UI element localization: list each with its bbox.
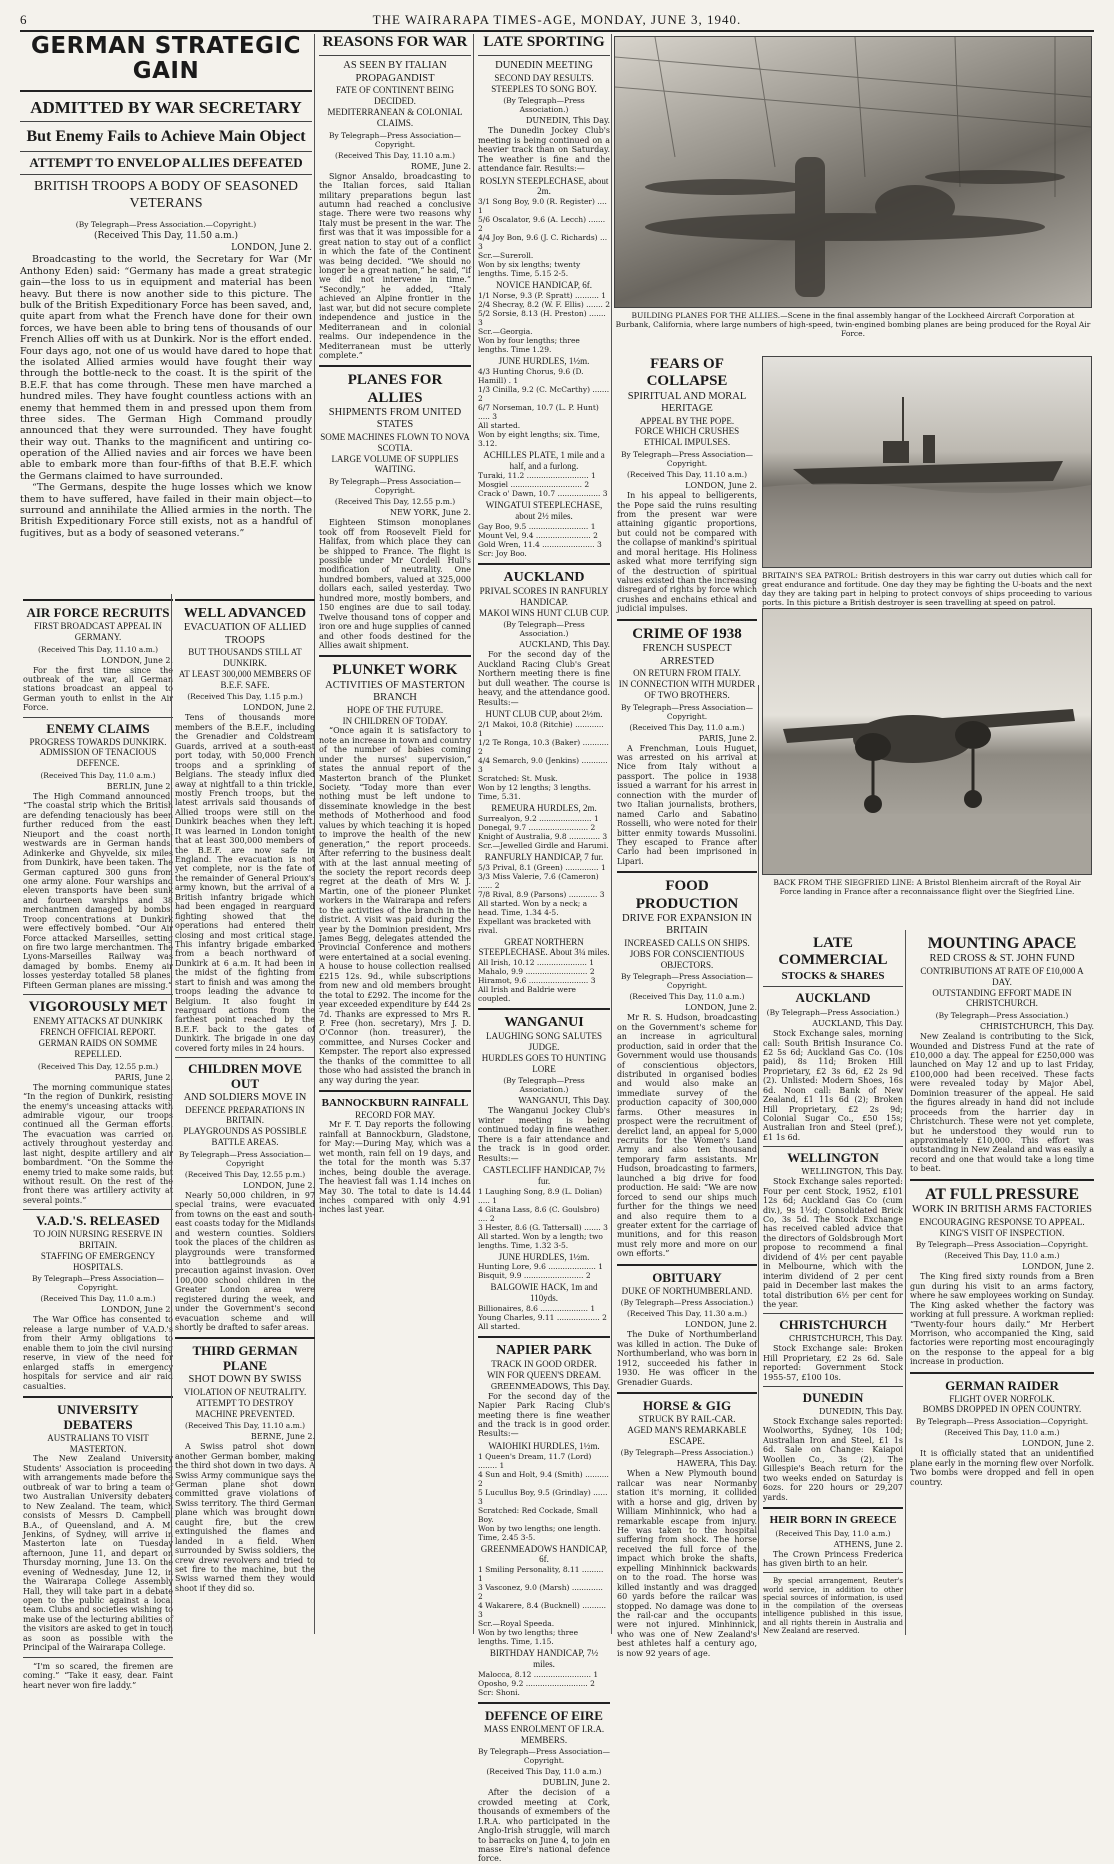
page-number: 6 [20, 12, 27, 27]
comm-auckland-body: Stock Exchange sales, morning call: South British Insurance Co. £2 5s 6d; Auckland Gas Co. (10s paid), 8s 11d; Broken Hill Proprietary, £2 3s 6d, £2 2s 9d (2). Unlisted: Modern Shoes, 16s 6d. Noon call: Bank of New Zealand, £1 11s 6d (2); Broken Hill Proprietary, £2 2s 9d; Colonial Sugar Co., £50 15s; Australian Iron and Steel (pref.), £1 1s 6d. [763, 1029, 903, 1142]
race-result-line: 2/1 Makoi, 10.8 (Ritchie) ............ 1 [478, 719, 604, 738]
eire-dateline: DUBLIN, June 2. [542, 1778, 610, 1788]
air-dateline: LONDON, June 2. [101, 655, 173, 665]
horse-sub: STRUCK BY RAIL-CAR. [638, 1414, 736, 1425]
sporting-body: The Dunedin Jockey Club's meeting is being continued on a heavier track than on Saturday. The weather is fine and the attendance fair. Results:— [478, 126, 610, 174]
wanganui-results [478, 1165, 610, 1331]
children-body: Nearly 50,000 children, in 97 special trains, were evacuated from towns on the east and south-east coasts today for the Midlands and western counties. Soldiers took the places of the children as playgrounds were transformed into battlegrounds as a precaution against invasion. Over 100,000 school children in the Greater London area were registered during the week, and under the Government's second evacuation scheme and will shortly be drafted to safer areas. [175, 1190, 315, 1332]
dunedin-results [478, 176, 610, 558]
wella-sub-2: BUT THOUSANDS STILL AT DUNKIRK. [188, 647, 302, 669]
race-result-line: 4 Sun and Holt, 9.4 (Smith) .......... 2 [478, 1469, 609, 1488]
raider-dateline: LONDON, June 2. [1022, 1439, 1094, 1449]
lead-headline: GERMAN STRATEGIC GAIN [31, 33, 301, 85]
race-name: GREAT NORTHERN STEEPLECHASE. About 3¼ miles. [478, 936, 610, 958]
race-result-line: 2/4 Shecray, 8.2 (W. F. Ellis) ....... 2 [478, 300, 611, 310]
third-dateline: BERNE, June 2. [250, 1432, 315, 1442]
plunket-sub-2: HOPE OF THE FUTURE. [346, 704, 444, 715]
column-2 [172, 594, 318, 1634]
masthead [20, 12, 1094, 32]
raider-sub-2: BOMBS DROPPED IN OPEN COUNTRY. [922, 1404, 1082, 1415]
comm-wellington-title: WELLINGTON [787, 1150, 879, 1166]
plunket-body: “Once again it is satisfactory to note an increase in town and country of the number of babies coming under the nurses' supervision,” states the annual report of the Masterton branch of the Plunket Society. “Today more than ever nothing must be left undone to disseminate knowledge in the best methods of Motherhood and food values by which teaching it is hoped to improve the health of the new generation,” the report proceeds. After referring to the business dealt with at the last annual meeting of the society the report records deep regret at the death of Mrs W. J. Martin, one of the pioneer Plunket workers in the Wairarapa and refers to the activities of the branch in the district. A visit was paid during the year by the Dominion president, Mrs James Begg, delegates attended the Provincial Conference and mothers were entertained at a social evening. A house to house collection realised £215 12s. 9d., while subscriptions from new and old members brought the total to £292. The income for the year exceeded expenditure by £44 2s 7d. Thanks are expressed to Mrs R. P. Free (hon. secretary), Mrs J. D. O'Connor (hon. treasurer), the committee, and Nurses Cocker and Kempster. The report also expressed the thanks of the committee to all those who had assisted the branch in any way during the year. [319, 726, 471, 1085]
comm-dunedin-dateline: DUNEDIN, This Day. [818, 1407, 903, 1417]
lead-body: Broadcasting to the world, the Secretary for War (Mr Anthony Eden) said: “Germany has made a great strategic gain—the loss to us in equipment and material has been heavy. But there is now another side to this picture. The bulk of the British Expeditionary Force has been saved, and, quite apart from what the French have done for their own forces, we have been able to bring tens of thousands of our French Allies off with us at Dunkirk. Nor is the effort ended. Four days ago, not one of us would have dared to hope that the isolated Allied armies would have fought their way through the bottle-neck to the coast. It is the spirit of the B.E.F. that has come through. These men have marched a hundred miles. They have fought countless actions with an enemy that hemmed them in and pressed upon them from three sides. The German High Command proudly announced that they were surrounded. They have fought their way out. Thanks to the magnificent and untiring co-operation of the Allied navies and air forces we have been able to embark more than four-fifths of that B.E.F. which the Germans claimed to have surrounded. [20, 254, 312, 482]
eire-headline: DEFENCE OF EIRE [485, 1707, 603, 1723]
crime-received: (Received This Day, 11.0 a.m.) [629, 722, 745, 732]
race-name: ACHILLES PLATE, 1 mile and a half, and a furlong. [483, 449, 605, 471]
lead-deck-2: But Enemy Fails to Achieve Main Object [26, 128, 306, 146]
univ-body: The New Zealand University Students' Association is proceeding with arrangements made before the outbreak of war to bring a team of two Australian University debaters to New Zealand. The team, which consists of Messrs D. Campbell, B.A., of Queensland, and A. M. Jenkins, of Sydney, will arrive in Masterton late on Tuesday afternoon, June 11, and depart on Thursday morning, June 13. On the evening of Wednesday, June 12, in the Wairarapa College Assembly Hall, they will take part in a debate open to the public against a local team. Clubs and societies wishing to make use of the lecturing abilities of the visitors are asked to get in touch as soon as possible with the Principal of the Wairarapa College. [23, 1454, 173, 1653]
vad-sub-2: STAFFING OF EMERGENCY HOSPITALS. [40, 1250, 156, 1272]
horse-dateline: HAWERA, This Day. [676, 1459, 757, 1469]
air-received: (Received This Day, 11.10 a.m.) [38, 644, 158, 654]
apace-body: New Zealand is contributing to the Sick, Wounded and Distress Fund at the rate of £10,000 a day. The appeal for £250,000 was launched on May 12 and up to last Friday, £100,000 had been received. These facts were revealed today by Major Abel, Dominion treasurer of the appeal. He said the figures already in hand did not include proceeds from the harrier day in Christchurch. These were not yet complete, but he understood they would run to approximately £10,000. This effort was outstanding in New Zealand and was easily a record and one that would take a long time to beat. [910, 1032, 1094, 1174]
enemy-dateline: BERLIN, June 2. [106, 782, 173, 792]
race-name: BALGOWIE HACK, 1m and 110yds. [490, 1282, 598, 1304]
race-result-line: Turaki, 11.2 .......................... 1 [478, 471, 596, 481]
wella-received: (Received This Day, 1.15 p.m.) [187, 692, 303, 702]
race-result-line: Donegal, 9.7 ......................... 2 [478, 822, 596, 832]
column-4 [475, 34, 613, 1864]
destroyer-photo-caption: BRITAIN'S SEA PATROL: British destroyers in this war carry out duties which call for great endurance and fortitude. One day they may be fighting the U-boats and the next day they are taking part in helping to protect convoys of ships proceeding to various ports. In this picture a British destroyer is seen travelling at speed on patrol. [762, 571, 1092, 607]
race-name: WAIOHIKI HURDLES, 1½m. [488, 1440, 600, 1451]
eire-received: (Received This Day, 11.0 a.m.) [486, 1767, 602, 1777]
vig-body: The morning communique states: “In the region of Dunkirk, resisting the enemy's unceasing attacks with admirable vigour, our troops continued all the German efforts. The evacuation was carried on actively throughout yesterday and last night, despite artillery and air bombardment. “On the Somme the enemy tried to make some raids, but without result. On the rest of the front there was artillery activity at several points.” [23, 1082, 173, 1205]
heir-received: (Received This Day, 11.0 a.m.) [775, 1528, 891, 1538]
wella-body: Tens of thousands more members of the B.E.F., including the Grenadier and Coldstream Guards, arrived at a south-east port today, with 50,000 French troops and a sprinkling of Belgians. The steady influx died away at nightfall to a thin trickle, mostly French troops, but the latest arrivals said thousands of Allied troops were still on the Dunkirk beaches when they left. It was learned in London tonight that at least 300,000 members of the B.E.F. are now safe in England. The evacuation is not yet complete, nor is the fate of the remainder of General Prioux's army known, but the arrival of a British infantry brigade which had been engaged in rearguard fighting showed that the operations had entered their closing and most critical stage. This infantry brigade embarked from a beach northward of Dunkirk at 6 a.m. It had been in the midst of the fighting from start to finish and was among the troops leading the advance to Belgium. It also fought in rearguard actions from the farthest point reached by the B.E.F. back to the gates of Dunkirk. The brigade in one day covered forty miles in 24 hours. [175, 713, 315, 1053]
race-result-line: Gay Boo, 9.5 ......................... 1 [478, 522, 596, 531]
race-result-line: 5 Lucullus Boy, 9.5 (Grindlay) ...... 3 [478, 1487, 608, 1506]
auckland-headline: AUCKLAND [503, 570, 585, 585]
planes-received: (Received This Day, 12.55 p.m.) [334, 497, 456, 507]
vig-received: (Received This Day, 12.55 p.m.) [37, 1061, 159, 1071]
race-result-line: All started. [478, 1321, 521, 1331]
race-result-line: Mount Vel, 9.4 ....................... 2 [478, 531, 598, 540]
race-result-line: 3 Hester, 8.6 (G. Tattersall) ....... 3 [478, 1222, 608, 1232]
blenheim-aircraft-illustration [763, 609, 1091, 874]
race-result-line: 1 Queen's Dream, 11.7 (Lord) ........ 1 [478, 1451, 592, 1470]
race-result-line: Hiramot, 9.6 ......................... 3 [478, 976, 596, 986]
race-result-line: Knight of Australia, 9.8 ............. 3 [478, 831, 608, 841]
fears-sub: SPIRITUAL AND MORAL HERITAGE [627, 390, 747, 415]
lead-deck-1: ADMITTED BY WAR SECRETARY [30, 97, 302, 117]
race-name: JUNE HURDLES, 1½m. [498, 1251, 590, 1262]
sporting-byline: (By Telegraph—Press Association.) [503, 96, 585, 115]
wella-sub-3: AT LEAST 300,000 MEMBERS OF B.E.F. SAFE. [178, 668, 312, 690]
sporting-headline: LATE SPORTING [483, 34, 605, 50]
lead-body-2: “The Germans, despite the huge losses which we know them to have suffered, have failed in their main object—to surround and annihilate the Allied armies in the north. The British Expeditionary Force still exists, not as a handful of fugitives, but as a body of seasoned veterans.” [20, 482, 312, 539]
pressure-body: The King fired sixty rounds from a Bren gun during his visit to an arms factory, where he saw employees working on Sunday. The King asked whether the factory was working at full pressure. A workman replied: “Twenty-four hours daily.” Mr Herbert Morrison, who accompanied the King, said factories were reporting most encouragingly on the response to the appeal for a big increase in production. [910, 1272, 1094, 1367]
race-result-line: 3/3 Miss Valerie, 7.6 (Cameron) ...... 2 [478, 871, 599, 890]
hangar-photo-block [614, 36, 1092, 344]
bannock-sub: RECORD FOR MAY. [355, 1109, 435, 1120]
race-result-line: All started. Won by a length; two lengths. Time, 1.32 3-5. [478, 1231, 603, 1250]
race-result-line: Scr.—Sureroll. [478, 251, 534, 261]
comm-auckland-dateline: AUCKLAND, This Day. [812, 1019, 903, 1029]
napier-results [478, 1441, 610, 1697]
heir-headline: HEIR BORN IN GREECE [769, 1513, 897, 1526]
race-result-line: Malocca, 8.12 ........................ 1 [478, 1669, 599, 1679]
hangar-photo [614, 36, 1092, 308]
race-result-line: 4/3 Hunting Chorus, 9.6 (D. Hamill) . 1 [478, 366, 584, 385]
wanganui-body: The Wanganui Jockey Club's winter meeting is being continued today in fine weather. There is a fair attendance and the track is in good order. Results:— [478, 1106, 610, 1163]
race-name: CASTLECLIFF HANDICAP, 7½ fur. [482, 1165, 605, 1186]
destroyer-photo-block [762, 356, 1092, 606]
plunket-sub: ACTIVITIES OF MASTERTON BRANCH [325, 679, 465, 704]
race-result-line: All started. Won by a neck; a head. Time, 1.34 4-5. [478, 898, 588, 917]
children-sub-2: DEFENCE PREPARATIONS IN BRITAIN. [185, 1104, 305, 1126]
race-name: NOVICE HANDICAP, 6f. [496, 280, 592, 291]
race-result-line: 1/3 Cinilla, 9.2 (C. McCarthy) ....... 2 [478, 384, 610, 403]
third-received: (Received This Day, 11.10 a.m.) [185, 1421, 305, 1431]
comm-wellington-dateline: WELLINGTON, This Day. [801, 1167, 903, 1177]
race-result-line: Scr: Shoni. [478, 1687, 520, 1697]
univ-quote: “I'm so scared, the firemen are coming.” “Take it easy, dear. Faint heart never won fire laddy.” [23, 1661, 173, 1690]
napier-headline: NAPIER PARK [496, 1342, 592, 1358]
napier-body: For the second day of the Napier Park Racing Club's meeting there is fine weather and the track is in good order. Results:— [478, 1391, 610, 1439]
apace-sub-2: CONTRIBUTIONS AT RATE OF £10,000 A DAY. [920, 965, 1084, 987]
column-1 [20, 594, 176, 1690]
lead-deck-3: ATTEMPT TO ENVELOP ALLIES DEFEATED [29, 154, 303, 170]
plunket-sub-3: IN CHILDREN OF TODAY. [342, 715, 448, 726]
food-body: Mr R. S. Hudson, broadcasting on the Government's scheme for an increase in agricultural production, said in order that the Government would use thousands of conscientious objectors, distributed in organised bodies and would also make an immediate survey of the production capacity of 300,000 farms. Other measures in prospect were the recruitment of derelict land, an appeal for 5,000 recruits for the Women's Land Army and also ten thousand temporary farm assistants. Mr Hudson, broadcasting to farmers, launched a big drive for food production. He said: “We are now forced to send our ships much further for the things we need and also require them to a greater extent for the carriage of munitions, and for this reason must rely more and more on our own efforts.” [617, 1013, 757, 1259]
race-name: WINGATUI STEEPLECHASE, about 2½ miles. [485, 500, 603, 522]
hangar-planes-illustration [615, 37, 1091, 307]
race-result-line: 1/2 Te Ronga, 10.3 (Baker) ........... 2 [478, 737, 609, 756]
obit-received: (Received This Day, 11.30 a.m.) [627, 1309, 747, 1319]
fears-sub-3: FORCE WHICH CRUSHES ETHICAL IMPULSES. [634, 426, 740, 448]
reasons-byline: By Telegraph—Press Association—Copyright. [329, 130, 461, 149]
pressure-byline: By Telegraph—Press Association—Copyright. [915, 1240, 1089, 1250]
race-result-line: 4/4 Semarch, 9.0 (Jenkins) ........... 3 [478, 755, 608, 774]
fears-sub-2: APPEAL BY THE POPE. [639, 415, 735, 426]
wanganui-sub: LAUGHING SONG SALUTES JUDGE. [486, 1031, 602, 1052]
pressure-sub-2: ENCOURAGING RESPONSE TO APPEAL. [919, 1216, 1085, 1227]
obit-headline: OBITUARY [652, 1269, 722, 1285]
commercial-sub: STOCKS & SHARES [781, 969, 885, 982]
crime-headline: CRIME OF 1938 [632, 625, 742, 642]
race-result-line: All started. [478, 420, 521, 430]
column-6 [760, 935, 906, 1635]
race-result-line: Bisquit, 9.9 ......................... 2 [478, 1271, 591, 1281]
vig-sub: ENEMY ATTACKS AT DUNKIRK [33, 1016, 163, 1027]
children-byline: By Telegraph—Press Association—Copyright [179, 1149, 311, 1168]
crime-sub-3: IN CONNECTION WITH MURDER OF TWO BROTHERS. [618, 679, 756, 700]
wanganui-dateline: WANGANUI, This Day. [518, 1096, 610, 1106]
food-headline: FOOD PRODUCTION [635, 878, 739, 912]
fears-received: (Received This Day, 11.10 a.m.) [627, 470, 747, 480]
enemy-body: The High Command announced: “The coastal strip which the British are defending tenaciously has been further reduced from the east. Nieuport and the coast north-westwards are in German hands. Adinkerke and Ghyvelde, six miles from Dunkirk, have been taken. The German captured 300 guns from one army alone. Four warships and eleven transports have been sunk and fourteen warships and 38 merchantmen damaged by bombs. Troop concentrations at Dunkirk were effectively bombed. “Our Air Force attacked Marseilles, setting on fire two large merchantmen. The Lyons-Marseilles Railway was damaged by bombs. Enemy air losses yesterday totalled 58 planes. Fifteen German planes are missing.” [23, 792, 173, 990]
race-result-line: Won by two lengths; one length. Time, 2.45 3-5. [478, 1523, 601, 1542]
race-result-line: 1/1 Norse, 9.3 (P. Spratt) .......... 1 [478, 291, 607, 301]
raider-received: (Received This Day, 11.0 a.m.) [944, 1428, 1060, 1438]
hangar-photo-caption: BUILDING PLANES FOR THE ALLIES.—Scene in the final assembly hangar of the Lockheed Aircraft Corporation at Burbank, California, where large numbers of high-speed, twin-engined bombing planes are being produced for the Royal Air Force. [615, 311, 1091, 338]
auckland-results [478, 709, 610, 1003]
race-result-line: Young Charles, 9.11 .................. 2 [478, 1312, 607, 1322]
vig-sub-2: FRENCH OFFICIAL REPORT. [40, 1027, 156, 1038]
race-name: JUNE HURDLES, 1½m. [498, 356, 590, 367]
reasons-sub-2: FATE OF CONTINENT BEING DECIDED. [336, 85, 454, 107]
comm-christchurch-title: CHRISTCHURCH [779, 1317, 887, 1333]
reasons-sub: AS SEEN BY ITALIAN PROPAGANDIST [343, 60, 447, 84]
race-result-line: Mahalo, 9.9 .......................... 2 [478, 967, 595, 977]
horse-sub-2: AGED MAN'S REMARKABLE ESCAPE. [627, 1424, 747, 1446]
pressure-sub: WORK IN BRITISH ARMS FACTORIES [912, 1204, 1092, 1216]
comm-christchurch-body: Stock Exchange sale: Broken Hill Proprietary, £2 2s 6d. Sale reported: Government Stock 1955-57, £100 10s. [763, 1344, 903, 1382]
apace-sub: RED CROSS & ST. JOHN FUND [929, 953, 1075, 965]
race-result-line: 1 Smiling Personality, 8.11 ......... 1 [478, 1565, 604, 1584]
race-name: GREENMEADOWS HANDICAP, 6f. [480, 1543, 608, 1565]
food-sub: DRIVE FOR EXPANSION IN BRITAIN [622, 912, 752, 937]
third-sub-3: ATTEMPT TO DESTROY MACHINE PREVENTED. [195, 1397, 295, 1419]
destroyer-photo [762, 356, 1092, 568]
race-result-line: Scratched: Red Cockade, Small Boy. [478, 1505, 598, 1524]
sporting-sub-2: SECOND DAY RESULTS. [494, 72, 594, 83]
race-name: RANFURLY HANDICAP, 7 fur. [484, 851, 604, 862]
food-byline: By Telegraph—Press Association—Copyright. [621, 972, 753, 991]
comm-wellington-body: Stock Exchange sales reported: Four per cent Stock, 1952, £101 12s 6d; Auckland Gas Co (cum div.), 9s 1½d; Consolidated Brick Co, 3s 5d. The Stock Exchange has received cabled advice that the directors of Goldsbrough Mort propose to recommend a final dividend of 4½ per cent payable in Melbourne, which with the interim dividend of 2 per cent paid in December last makes the total distribution 6½ per cent for the year. [763, 1177, 903, 1309]
reasons-sub-3: MEDITERRANEAN & COLONIAL CLAIMS. [327, 107, 463, 128]
third-body: A Swiss patrol shot down another German bomber, making the third shot down in two days. A Swiss Army communique says the German plane shot down committed grave violations of Swiss territory. The third German plane which was brought down caught fire, but the crew extinguished the flames and landed in a field. When surrounded by Swiss soldiers, the crew drew revolvers and tried to set fire to the machine, but the Swiss warned them they would shoot if they did so. [175, 1442, 315, 1593]
race-result-line: Oposho, 9.2 .......................... 2 [478, 1678, 595, 1688]
sporting-sub-3: STEEPLES TO SONG BOY. [491, 83, 597, 94]
race-result-line: Scratched: St. Musk. [478, 773, 558, 783]
crime-dateline: PARIS, June 2. [698, 733, 757, 743]
crime-body: A Frenchman, Louis Huguet, was arrested on his arrival at Nice from Italy without a passport. The police in 1938 issued a warrant for his arrest in connection with the murder of two Italian journalists, brothers, named Carlo and Sabatino Rosselli, who were noted for their bitter enmity towards Mussolini. They escaped to France after Carlo had been imprisoned in Lipari. [617, 743, 757, 866]
vad-sub: TO JOIN NURSING RESERVE IN BRITAIN. [33, 1229, 163, 1251]
children-sub-3: PLAYGROUNDS AS POSSIBLE BATTLE AREAS. [183, 1126, 307, 1148]
race-result-line: 7/8 Rival, 8.9 (Parsons) ............ 3 [478, 889, 605, 899]
heir-dateline: ATHENS, June 2. [833, 1539, 903, 1549]
vad-body: The War Office has consented to release a large number of V.A.D.'s from their Army obligations to enable them to join the civil nursing reserve, in view of the need for enlarged staffs in emergency hospitals for service and air raid casualties. [23, 1315, 173, 1391]
enemy-sub: PROGRESS TOWARDS DUNKIRK. [29, 736, 167, 747]
comm-auckland-title: AUCKLAND [795, 990, 871, 1006]
air-headline: AIR FORCE RECRUITS [26, 605, 170, 620]
children-received: (Received This Day, 12.55 p.m.) [184, 1169, 306, 1179]
horse-byline: (By Telegraph—Press Association.) [620, 1448, 754, 1458]
race-result-line: Crack o' Dawn, 10.7 .................. 3 [478, 489, 608, 499]
race-result-line: 5/6 Oscalator, 9.6 (A. Lecch) ....... 2 [478, 215, 606, 234]
planes-sub: SHIPMENTS FROM UNITED STATES [328, 406, 462, 431]
crime-sub: FRENCH SUSPECT ARRESTED [642, 643, 732, 667]
race-result-line: Billionaires, 8.6 .................... 1 [478, 1303, 596, 1313]
race-result-line: Gold Wren, 11.4 ...................... 3 [478, 540, 602, 549]
reasons-body: Signor Ansaldo, broadcasting to the Italian forces, said Italian military preparations begun last autumn had reached a conclusive stage. There were two reasons why Italy must be present in the war. The first was that it was impossible for a great nation to stay out of a conflict in which the fate of the Continent was being decided. “We should no longer be a great nation,” he said, “if we did not intervene in time.” “Secondly,” he added, “Italy achieved an Alpine frontier in the last war, but did not secure complete independence and justice in the Mediterranean and in colonial realms. Our independence in the Mediterranean must be utterly complete.” [319, 171, 471, 360]
horse-headline: HORSE & GIG [642, 1398, 732, 1414]
race-result-line: 5/2 Sorsie, 8.13 (H. Preston) ....... 3 [478, 309, 606, 328]
race-result-line: 4 Gitana Lass, 8.6 (C. Goulsbro) .... 2 [478, 1204, 600, 1223]
vad-byline: By Telegraph—Press Association—Copyright. [32, 1274, 164, 1293]
fears-body: In his appeal to belligerents, the Pope said the ruins resulting from the present war were attaining gigantic proportions, but could not be compared with the collapse of mankind's spiritual and moral heritage. His Holiness asked what more terrifying sign of the destruction of spiritual values existed than the increasing disregard of rights by force which crushes and enchains ethical and judicial impulses. [617, 491, 757, 614]
raider-sub: FLIGHT OVER NORFOLK. [949, 1393, 1055, 1404]
blenheim-photo [762, 608, 1092, 875]
reasons-received: (Received This Day, 11.10 a.m.) [335, 150, 455, 160]
race-result-line: 4/4 Joy Bon, 9.6 (J. C. Richards) ... 3 [478, 233, 608, 252]
race-result-line: Won by two lengths; three lengths. Time, 1.15. [478, 1628, 579, 1647]
sporting-sub: DUNEDIN MEETING [495, 60, 593, 72]
lead-dateline: LONDON, June 2. [231, 243, 312, 254]
air-sub: FIRST BROADCAST APPEAL IN GERMANY. [33, 620, 163, 642]
column-5 [614, 356, 760, 1658]
plunket-headline: PLUNKET WORK [332, 662, 458, 679]
apace-byline: (By Telegraph—Press Association.) [935, 1011, 1069, 1021]
univ-headline: UNIVERSITY DEBATERS [57, 1401, 139, 1432]
vig-dateline: PARIS, June 2. [114, 1072, 173, 1082]
enemy-sub-2: ADMISSION OF TENACIOUS DEFENCE. [39, 747, 157, 769]
race-result-line: 4 Wakarere, 8.4 (Bucknell) .......... 3 [478, 1601, 607, 1620]
children-sub: AND SOLDIERS MOVE IN [183, 1092, 307, 1104]
vig-sub-3: GERMAN RAIDS ON SOMME REPELLED. [38, 1038, 158, 1059]
third-sub-2: VIOLATION OF NEUTRALITY. [183, 1386, 307, 1397]
lead-received: (Received This Day, 11.50 a.m.) [94, 230, 238, 241]
food-received: (Received This Day, 11.0 a.m.) [629, 992, 745, 1002]
wella-dateline: LONDON, June 2. [243, 703, 315, 713]
reasons-headline: REASONS FOR WAR [322, 34, 468, 50]
napier-sub: TRACK IN GOOD ORDER. [491, 1359, 597, 1370]
lead-story [20, 34, 312, 594]
race-result-line: All Irish, 10.12 ..................... 1 [478, 958, 595, 968]
food-sub-2: INCREASED CALLS ON SHIPS. [624, 937, 750, 948]
reasons-dateline: ROME, June 2. [410, 161, 471, 171]
raider-body: It is officially stated that an unidentified plane early in the morning flew over Norfolk. Two bombs were dropped and fell in open country. [910, 1449, 1094, 1487]
enemy-headline: ENEMY CLAIMS [46, 720, 150, 736]
eire-sub: MASS ENROLMENT OF I.R.A. MEMBERS. [483, 1723, 605, 1745]
vad-received: (Received This Day, 11.0 a.m.) [40, 1294, 156, 1304]
race-name: REMEURA HURDLES, 2m. [491, 802, 597, 813]
eire-byline: By Telegraph—Press Association—Copyright. [478, 1747, 610, 1766]
race-result-line: Scr.—Royal Speeda. [478, 1619, 555, 1629]
race-result-line: Scr: Joy Boo. [478, 549, 527, 558]
sporting-dateline: DUNEDIN, This Day. [525, 116, 610, 126]
children-dateline: LONDON, June 2. [243, 1180, 315, 1190]
race-result-line: 1 Laughing Song, 8.9 (L. Dolian) ..... 1 [478, 1186, 603, 1205]
planes-byline: By Telegraph—Press Association—Copyright. [329, 477, 461, 496]
race-result-line: Won by six lengths; twenty lengths. Time, 5.15 2-5. [478, 260, 581, 279]
vad-dateline: LONDON, June 2. [101, 1305, 173, 1315]
apace-dateline: CHRISTCHURCH, This Day. [979, 1022, 1094, 1032]
fears-headline: FEARS OF COLLAPSE [646, 356, 728, 390]
comm-dunedin-body: Stock Exchange sales reported: Woolworths, Sydney, 10s 10d; Australian Iron and Steel, £1 1s 6d. Sale on Change: Kaiapoi Woollen Co., 3s (2). The Gillespie's Beach return for the two weeks ended on Saturday is 6ozs. for 220 hours or 29,207 yards. [763, 1417, 903, 1502]
obit-dateline: LONDON, June 2. [685, 1320, 757, 1330]
obit-body: The Duke of Northumberland was killed in action. The Duke of Northumberland, who was born in 1912, succeeded his father in 1930. He was officer in the Grenadier Guards. [617, 1330, 757, 1387]
blenheim-photo-block [762, 608, 1092, 928]
third-headline: THIRD GERMAN PLANE [192, 1343, 298, 1374]
apace-sub-3: OUTSTANDING EFFORT MADE IN CHRISTCHURCH. [932, 987, 1072, 1009]
newspaper-title: THE WAIRARAPA TIMES-AGE, MONDAY, JUNE 3, 1940. [372, 12, 742, 27]
auckland-dateline: AUCKLAND, This Day. [519, 640, 610, 650]
planes-sub-2: SOME MACHINES FLOWN TO NOVA SCOTIA. [320, 432, 470, 453]
napier-dateline: GREENMEADOWS, This Day. [490, 1381, 610, 1391]
race-result-line: Won by four lengths; three lengths. Time 1.29. [478, 336, 580, 355]
fears-dateline: LONDON, June 2. [685, 481, 757, 491]
napier-sub-2: WIN FOR QUEEN'S DREAM. [486, 1369, 602, 1380]
pressure-dateline: LONDON, June 2. [1022, 1262, 1094, 1272]
wella-headline: WELL ADVANCED [183, 606, 307, 621]
auckland-sub: PRIVAL SCORES IN RANFURLY HANDICAP. [479, 586, 609, 607]
race-name: BIRTHDAY HANDICAP, 7½ miles. [489, 1648, 599, 1670]
race-result-line: Won by 12 lengths; 3 lengths. Time, 5.31. [478, 782, 592, 801]
pressure-received: (Received This Day, 11.0 a.m.) [944, 1251, 1060, 1261]
column-3 [316, 34, 474, 1634]
race-result-line: All Irish and Baldrie were coupled. [478, 985, 576, 1004]
crime-byline: By Telegraph—Press Association—Copyright. [621, 702, 753, 721]
race-result-line: Hunting Lore, 9.6 .................... 1 [478, 1262, 604, 1272]
wanganui-headline: WANGANUI [504, 1015, 584, 1031]
comm-christchurch-dateline: CHRISTCHURCH, This Day. [788, 1334, 903, 1344]
lead-byline: (By Telegraph—Press Association.—Copyright.) [75, 219, 257, 229]
comm-auckland-byline: (By Telegraph—Press Association.) [766, 1008, 900, 1018]
pressure-sub-3: KING'S VISIT OF INSPECTION. [939, 1227, 1065, 1238]
race-name: HUNT CLUB CUP, about 2½m. [485, 709, 603, 720]
race-result-line: Mosgiel .............................. 2 [478, 480, 590, 490]
horse-body: When a New Plymouth bound railcar was near Normanby station it's morning, it collided with a horse and gig, driven by William Minhinnick, who had a remarkable escape from injury. He was taken to the hospital suffering from shock. The horse received the full force of the impact which broke the shafts, expelling Minhinnick backwards on to the road. The horse was killed instantly and was dragged 60 yards before the railcar was stopped. No damage was done to the rail-car and the occupants were not injured. Minhinnick, who was one of New Zealand's best athletes half a century ago, is now 92 years of age. [617, 1469, 757, 1658]
race-result-line: 5/3 Prival, 8.1 (Green) .............. 1 [478, 862, 606, 872]
children-headline: CHILDREN MOVE OUT [188, 1061, 302, 1092]
auckland-sub-2: MAKOI WINS HUNT CLUB CUP. [479, 607, 609, 618]
planes-dateline: NEW YORK, June 2. [390, 508, 471, 518]
food-sub-3: JOBS FOR CONSCIENTIOUS OBJECTORS. [629, 948, 745, 970]
planes-headline: PLANES FOR ALLIES [347, 372, 443, 406]
commercial-headline: LATE COMMERCIAL [778, 935, 888, 969]
comm-dunedin-title: DUNEDIN [802, 1390, 864, 1406]
food-dateline: LONDON, June 2. [685, 1003, 757, 1013]
race-result-line: Scr.—Jewelled Girdle and Harumi. [478, 840, 609, 850]
third-sub: SHOT DOWN BY SWISS [188, 1374, 302, 1386]
blenheim-photo-caption: BACK FROM THE SIEGFRIED LINE: A Bristol Blenheim aircraft of the Royal Air Force landing in France after a reconnaissance flight over the Siegfried Line. [773, 878, 1081, 896]
crime-sub-2: ON RETURN FROM ITALY. [633, 668, 741, 679]
air-body: For the first time since the outbreak of the war, all German stations broadcast an appeal to German youth to enlist in the Air Force. [23, 665, 173, 713]
heir-body: The Crown Princess Frederica has given birth to an heir. [763, 1549, 903, 1569]
wella-sub: EVACUATION OF ALLIED TROOPS [183, 622, 307, 646]
race-result-line: 3/1 Song Boy, 9.0 (R. Register) .... 1 [478, 197, 607, 216]
race-result-line: Surrealyon, 9.2 ...................... 1 [478, 813, 599, 823]
race-result-line: 6/7 Norseman, 10.7 (L. P. Hunt) ..... 3 [478, 402, 599, 421]
auckland-byline: (By Telegraph—Press Association.) [503, 620, 585, 639]
enemy-received: (Received This Day, 11.0 a.m.) [40, 771, 156, 781]
wanganui-byline: (By Telegraph—Press Association.) [503, 1076, 585, 1095]
race-result-line: Won by eight lengths; six. Time, 3.12. [478, 429, 600, 448]
wanganui-sub-2: HURDLES GOES TO HUNTING LORE [481, 1052, 607, 1074]
apace-headline: MOUNTING APACE [927, 935, 1077, 952]
column-7 [907, 935, 1097, 1635]
lead-deck-4: BRITISH TROOPS A BODY OF SEASONED VETERANS [33, 179, 299, 211]
race-result-line: Expellant was bracketed with rival. [478, 916, 591, 935]
planes-sub-3: LARGE VOLUME OF SUPPLIES WAITING. [331, 453, 459, 475]
reuters-notice: By special arrangement, Reuter's world service, in addition to other special sources of information, is used in the compilation of the overseas intelligence published in this issue, and all rights therein in Australia and New Zealand are reserved. [763, 1577, 903, 1635]
univ-sub: AUSTRALIANS TO VISIT MASTERTON. [47, 1432, 149, 1454]
planes-body: Eighteen Stimson monoplanes took off from Roosevelt Field for Halifax, from which place they can be shipped to France. The flight is possible under Mr Cordell Hull's modification of neutrality. One hundred bombers, valued at 325,000 dollars each, sailed yesterday. Two hundred more, mostly bombers, and 150 engines are due to sail today. Twelve thousand tons of copper and iron ore and huge supplies of canned and other foods destined for the Allies await shipment. [319, 518, 471, 650]
pressure-headline: AT FULL PRESSURE [924, 1185, 1080, 1203]
fears-byline: By Telegraph—Press Association—Copyright. [621, 450, 753, 469]
eire-body: After the decision of a crowded meeting at Cork, thousands of exmembers of the I.R.A. who participated in the Anglo-Irish struggle, will march to barracks on June 4, to join en masse Eire's national defence force. [478, 1788, 610, 1864]
vig-headline: VIGOROUSLY MET [28, 999, 168, 1016]
raider-headline: GERMAN RAIDER [945, 1377, 1059, 1393]
destroyer-illustration [763, 357, 1091, 567]
race-name: ROSLYN STEEPLECHASE, about 2m. [479, 175, 609, 197]
obit-sub: DUKE OF NORTHUMBERLAND. [621, 1285, 753, 1296]
vad-headline: V.A.D.'S. RELEASED [36, 1213, 160, 1229]
auckland-body: For the second day of the Auckland Racing Club's Great Northern meeting there is fine but dull weather. The course is heavy, and the attendance good. Results:— [478, 650, 610, 707]
race-result-line: 3 Vasconez, 9.0 (Marsh) ............. 2 [478, 1583, 603, 1602]
race-result-line: Scr.—Georgia. [478, 327, 533, 337]
bannock-headline: BANNOCKBURN RAINFALL [321, 1097, 469, 1110]
bannock-body: Mr F. T. Day reports the following rainfall at Bannockburn, Gladstone, for May:—During May, which was a wet month, rain fell on 19 days, and the total for the month was 5.37 inches, being double the average. The heaviest fall was 1.14 inches on May 30. The total to date is 14.44 inches compared with only 4.91 inches last year. [319, 1120, 471, 1215]
raider-byline: By Telegraph—Press Association—Copyright. [915, 1417, 1089, 1427]
obit-byline: (By Telegraph—Press Association.) [620, 1298, 754, 1308]
